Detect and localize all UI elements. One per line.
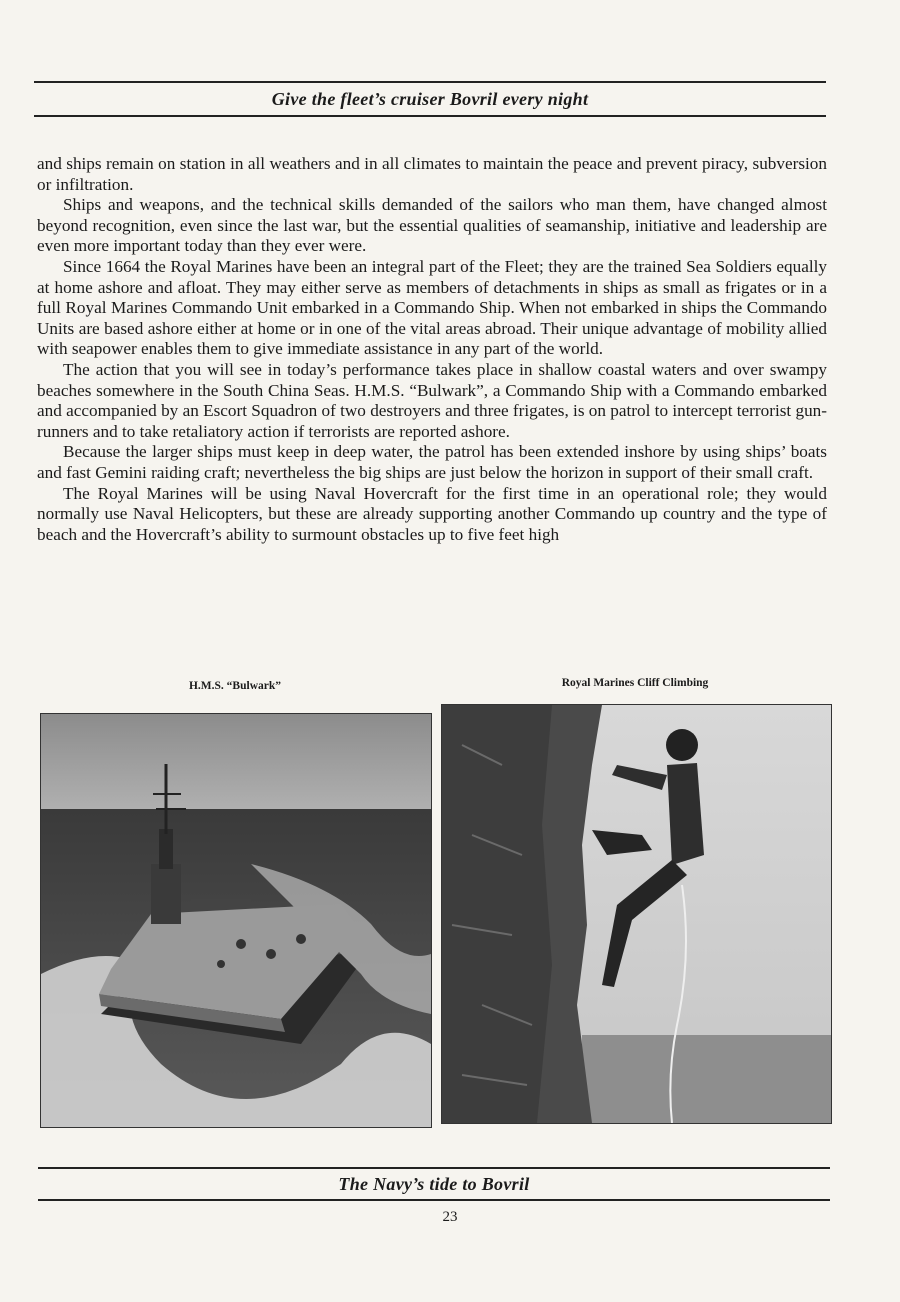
footer-slogan: The Navy’s tide to Bovril <box>338 1173 530 1194</box>
page-number: 23 <box>442 1209 458 1225</box>
paragraph: The action that you will see in today’s performance takes place in shallow coastal waters and over swampy beaches somewhere in the South China Seas. H.M.S. “Bulwark”, a Commando Ship with a Commando embarked and accompanied by an Escort Squadron of two destroyers and three frigates, is on patrol to intercept terrorist gun-runners and to take retaliatory action if terrorists are reported ashore. <box>37 359 827 441</box>
bulwark-photo-caption: H.M.S. “Bulwark” <box>188 680 281 692</box>
paragraph: The Royal Marines will be using Naval Hovercraft for the first time in an operational role; they would normally use Naval Helicopters, but these are already supporting another Commando up country and the type of beach and the Hovercraft’s ability to surmount obstacles up to five feet high <box>37 483 827 544</box>
cliff-climbing-photo-caption: Royal Marines Cliff Climbing <box>561 677 709 689</box>
cliff-climbing-photo <box>441 704 832 1124</box>
bulwark-photo <box>40 713 432 1128</box>
paragraph: Because the larger ships must keep in deep water, the patrol has been extended inshore by using ships’ boats and fast Gemini raiding craft; nevertheless the big ships are just below the horizon in support of their small craft. <box>37 442 827 482</box>
footer-banner <box>38 1167 830 1201</box>
paragraph: Since 1664 the Royal Marines have been an integral part of the Fleet; they are the trained Sea Soldiers equally at home ashore and afloat. They may either serve as members of detachments in ships as small as frigates or in a full Royal Marines Commando Unit embarked in a Commando Ship. When not embarked in ships the Commando Units are based ashore either at home or in one of the vital areas abroad. Their unique advantage of mobility allied with seapower enables them to give immediate assistance in any part of the world. <box>37 256 827 359</box>
paragraph: and ships remain on station in all weathers and in all climates to maintain the peace and prevent piracy, subversion or infiltration. <box>37 154 827 194</box>
header-title: Give the fleet’s cruiser Bovril every night <box>271 88 589 109</box>
article-body <box>37 154 827 545</box>
header-banner <box>34 81 826 117</box>
paragraph: Ships and weapons, and the technical skills demanded of the sailors who man them, have changed almost beyond recognition, even since the last war, but the essential qualities of seamanship, initiative and leadership are even more important today than they ever were. <box>37 195 827 256</box>
